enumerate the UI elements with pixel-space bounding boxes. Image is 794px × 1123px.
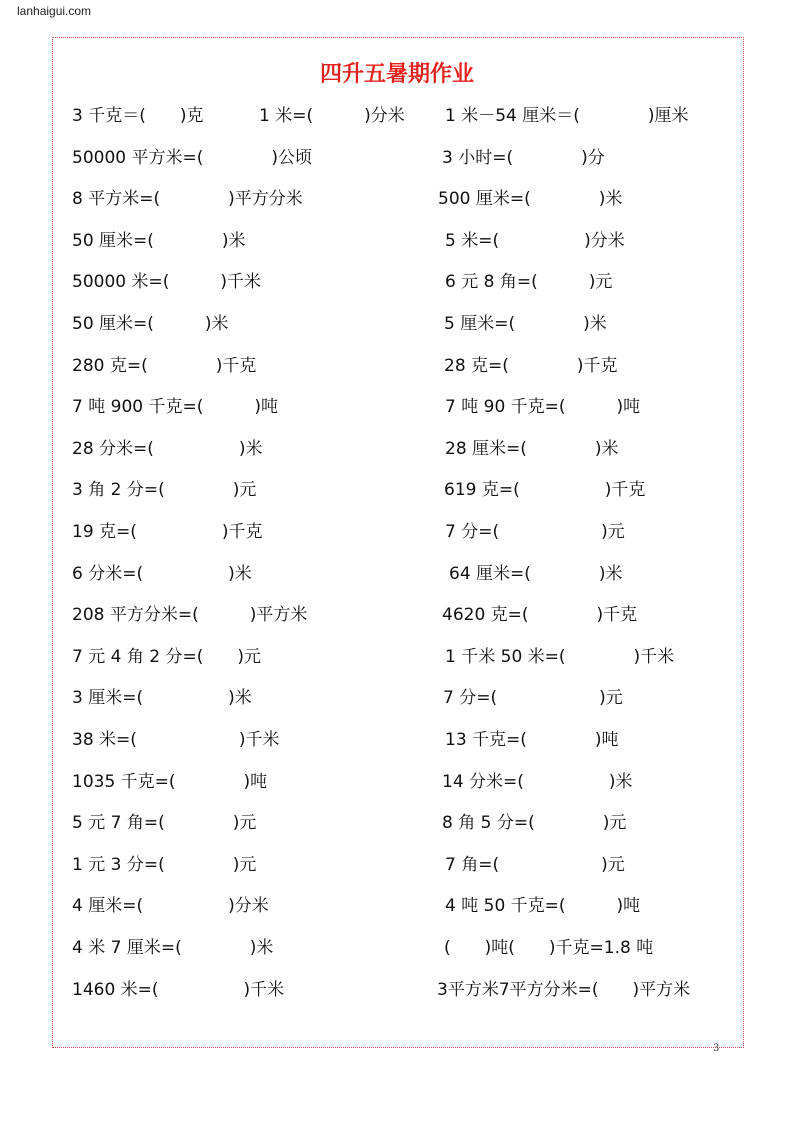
exercise-row [0,394,794,420]
exercise-row [0,353,794,379]
exercise-row [0,561,794,587]
exercise-item: 3 角 2 分=( )元 [72,480,257,501]
exercise-item: 8 平方米=( )平方分米 [72,189,303,210]
exercise-row [0,477,794,503]
exercise-item: 7 吨 900 千克=( )吨 [72,397,278,418]
exercise-item: 1 米－54 厘米＝( )厘米 [445,106,689,126]
exercise-item: 1035 千克=( )吨 [72,771,268,792]
exercise-row [0,269,794,295]
exercise-item: 619 克=( )千克 [444,480,646,501]
exercise-item: 38 米=( )千米 [72,730,280,750]
exercise-item: 64 厘米=( )米 [449,563,623,584]
exercise-item: 50 厘米=( )米 [72,314,229,334]
exercise-item: 3平方米7平方分米=( )平方米 [437,979,691,1000]
page-title: 四升五暑期作业 [319,62,474,87]
exercise-row [0,436,794,462]
exercise-row [0,769,794,795]
exercise-item: 280 克=( )千克 [72,355,257,376]
exercise-item: 19 克=( )千克 [72,522,263,542]
exercise-item: 14 分米=( )米 [442,771,633,792]
exercise-item: 8 角 5 分=( )元 [442,813,627,834]
exercise-item: 13 千克=( )吨 [445,730,619,750]
exercise-item: 28 克=( )千克 [444,355,618,376]
exercise-item: 1 元 3 分=( )元 [72,854,257,875]
exercise-item: 5 元 7 角=( )元 [72,813,257,834]
exercise-row [0,644,794,670]
exercise-item: 4 厘米=( )分米 [72,896,269,917]
exercise-item: 3 厘米=( )米 [72,688,252,709]
exercise-item: 4 米 7 厘米=( )米 [72,938,274,958]
exercise-row [0,311,794,337]
exercise-row [0,852,794,878]
exercise-item: 6 分米=( )米 [72,563,252,584]
exercise-item: 28 分米=( )米 [72,438,263,459]
exercise-row [0,727,794,753]
exercise-row [0,977,794,1003]
exercise-item: 5 厘米=( )米 [444,314,607,334]
exercise-row [0,145,794,171]
exercise-item: ( )吨( )千克=1.8 吨 [444,938,654,958]
exercise-item: 1460 米=( )千米 [72,979,285,1000]
exercise-item: 7 分=( )元 [443,688,623,709]
exercise-item: 500 厘米=( )米 [438,189,623,210]
exercise-item: 4 吨 50 千克=( )吨 [445,896,641,917]
exercise-row [0,186,794,212]
exercise-item: 6 元 8 角=( )元 [445,272,613,293]
exercise-item: 50 厘米=( )米 [72,230,246,251]
exercise-item: 7 角=( )元 [445,854,625,875]
exercise-item: 50000 平方米=( )公顷 [72,147,312,168]
site-watermark: lanhaigui.com [17,4,92,18]
exercise-item: 28 厘米=( )米 [445,438,619,459]
exercise-row [0,519,794,545]
exercise-row [0,685,794,711]
page-number: 3 [713,1043,720,1054]
exercise-item: 3 千克＝( )克 [72,106,204,126]
exercise-item: 7 吨 90 千克=( )吨 [445,397,641,418]
exercise-row [0,228,794,254]
exercise-row [0,893,794,919]
exercise-item: 208 平方分米=( )平方米 [72,605,308,626]
exercise-item: 3 小时=( )分 [442,147,605,168]
exercise-item: 7 元 4 角 2 分=( )元 [72,646,261,667]
exercise-item: 4620 克=( )千克 [442,605,638,626]
exercise-item: 1 米=( )分米 [259,106,405,126]
exercise-row [0,935,794,961]
exercise-item: 1 千米 50 米=( )千米 [445,646,675,667]
exercise-row [0,103,794,129]
exercise-row [0,810,794,836]
exercise-item: 50000 米=( )千米 [72,272,261,293]
exercise-item: 7 分=( )元 [445,522,625,542]
exercise-row [0,602,794,628]
exercise-item: 5 米=( )分米 [445,230,625,251]
